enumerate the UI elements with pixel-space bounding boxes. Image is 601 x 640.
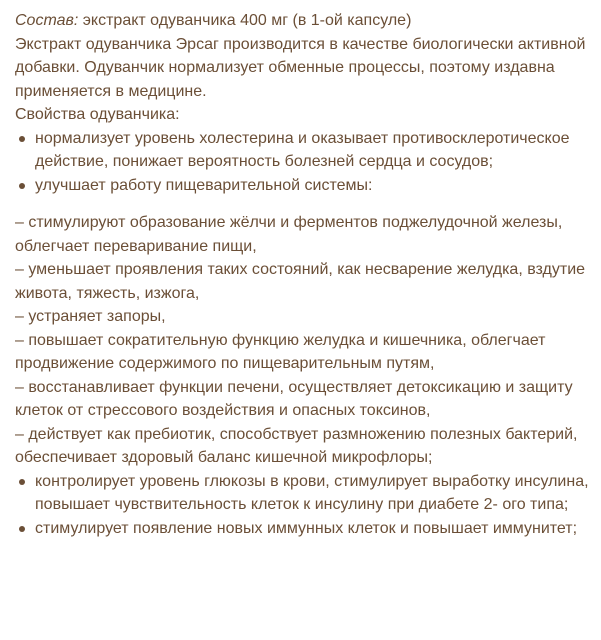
dash-item: – стимулируют образование жёлчи и ферментов поджелудочной железы, облегчает переваривание пищи, xyxy=(15,214,563,255)
list-item-text: контролирует уровень глюкозы в крови, стимулирует выработку инсулина, повышает чувствительность клеток к инсулину при диабете 2- ого типа; xyxy=(35,472,589,513)
dash-item: – устраняет запоры, xyxy=(15,308,166,325)
dash-item: – уменьшает проявления таких состояний, как несварение желудка, вздутие живота, тяжесть, изжога, xyxy=(15,261,586,302)
bullet-icon xyxy=(19,479,25,485)
list-item-text: стимулирует появление новых иммунных клеток и повышает иммунитет; xyxy=(35,519,578,537)
bullet-list-top xyxy=(15,127,597,198)
dash-item: – повышает сократительную функцию желудка и кишечника, облегчает продвижение содержимого по пищеварительным путям, xyxy=(15,331,546,372)
dash-item: – восстанавливает функции печени, осуществляет детоксикацию и защиту клеток от стрессового воздействия и опасных токсинов, xyxy=(15,378,573,419)
list-item xyxy=(15,174,597,198)
bullet-icon xyxy=(19,183,25,189)
composition-label: Состав: xyxy=(15,12,79,29)
list-item-text: нормализует уровень холестерина и оказывает противосклеротическое действие, понижает вероятность болезней сердца и сосудов; xyxy=(35,129,570,170)
bullet-icon xyxy=(19,526,25,532)
list-item-text: улучшает работу пищеварительной системы: xyxy=(35,176,373,194)
list-item xyxy=(15,517,597,541)
composition-line xyxy=(15,9,597,33)
intro-paragraph: Экстракт одуванчика Эрсаг производится в качестве биологически активной добавки. Одуванчик нормализует обменные процессы, поэтому издавна применяется в медицине. xyxy=(15,35,586,100)
composition-text: экстракт одуванчика 400 мг (в 1-ой капсуле) xyxy=(78,12,412,29)
properties-heading: Свойства одуванчика: xyxy=(15,106,180,123)
bullet-list-bottom xyxy=(15,470,597,541)
bullet-icon xyxy=(19,136,25,142)
list-item xyxy=(15,470,597,517)
digestive-effects-list xyxy=(15,211,597,470)
dash-item: – действует как пребиотик, способствует размножению полезных бактерий, обеспечивает здоровый баланс кишечной микрофлоры; xyxy=(15,425,578,466)
article-body xyxy=(15,9,597,540)
list-item xyxy=(15,127,597,174)
